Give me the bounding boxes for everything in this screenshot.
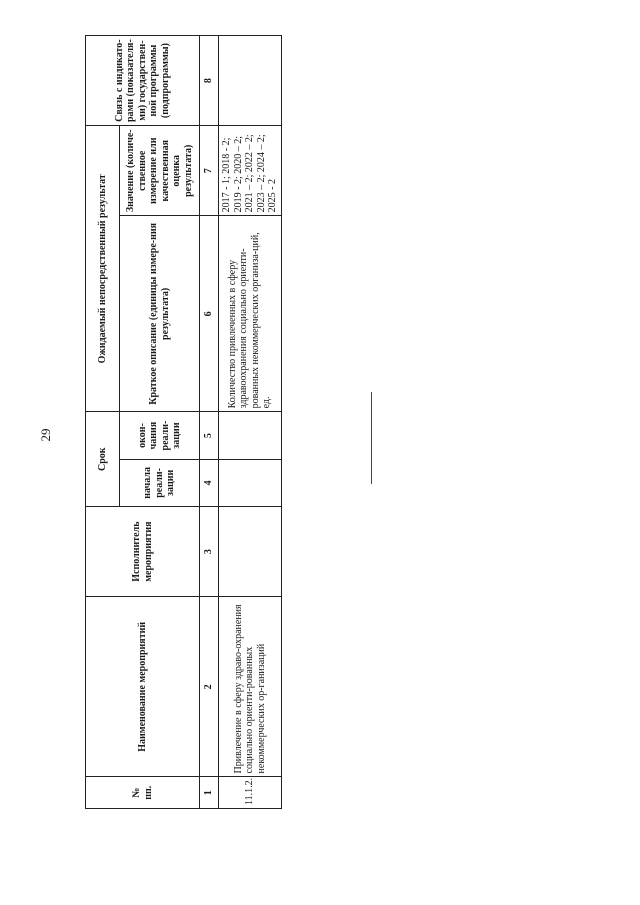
column-number: 4 [200, 459, 219, 506]
column-number: 1 [200, 777, 219, 809]
table-row [219, 36, 282, 809]
column-number: 6 [200, 216, 219, 412]
row-value: 2017 - 1; 2018 - 2; 2019 - 2; 2020 – 2; 2021 – 2; 2022 – 2; 2023 – 2; 2024 – 2; 2025 - 2 [219, 126, 282, 216]
header-row-1 [86, 36, 120, 809]
header-col-link: Связь с индикато-рами (показателя-ми) государствен-ной программы (подпрограммы) [86, 36, 200, 126]
header-col-name: Наименование мероприятий [86, 597, 200, 777]
column-number: 2 [200, 597, 219, 777]
header-srok: Срок [86, 412, 120, 507]
header-expected-result: Ожидаемый непосредственный результат [86, 126, 120, 412]
column-number: 3 [200, 507, 219, 597]
header-col-start: начала реали-зации [120, 459, 200, 506]
row-start [219, 459, 282, 506]
header-col-num: № пп. [86, 777, 200, 809]
column-number: 7 [200, 126, 219, 216]
table-container [85, 35, 278, 809]
activities-table [85, 35, 282, 809]
column-number-row [200, 36, 219, 809]
row-description: Количество привлеченных в сферу здравоохранения социально ориенти-рованных некоммерческих организа-ций, ед. [219, 216, 282, 412]
table-rotator [85, 35, 278, 809]
header-col-description: Краткое описание (единицы измере-ния результата) [120, 216, 200, 412]
row-link [219, 36, 282, 126]
divider-line [371, 392, 372, 484]
header-col-value: Значение (количе-ственное измерение или качественная оценка результата) [120, 126, 200, 216]
page-number: 29 [38, 428, 53, 442]
row-num: 11.1.2. [219, 777, 282, 809]
row-name: Привлечение в сферу здраво-охранения социально ориенти-рованных некоммерческих ор-ганизаций [219, 597, 282, 777]
row-end [219, 412, 282, 459]
row-executor [219, 507, 282, 597]
column-number: 5 [200, 412, 219, 459]
header-col-executor: Исполнитель мероприятия [86, 507, 200, 597]
header-col-end: окон-чания реали-зации [120, 412, 200, 459]
column-number: 8 [200, 36, 219, 126]
